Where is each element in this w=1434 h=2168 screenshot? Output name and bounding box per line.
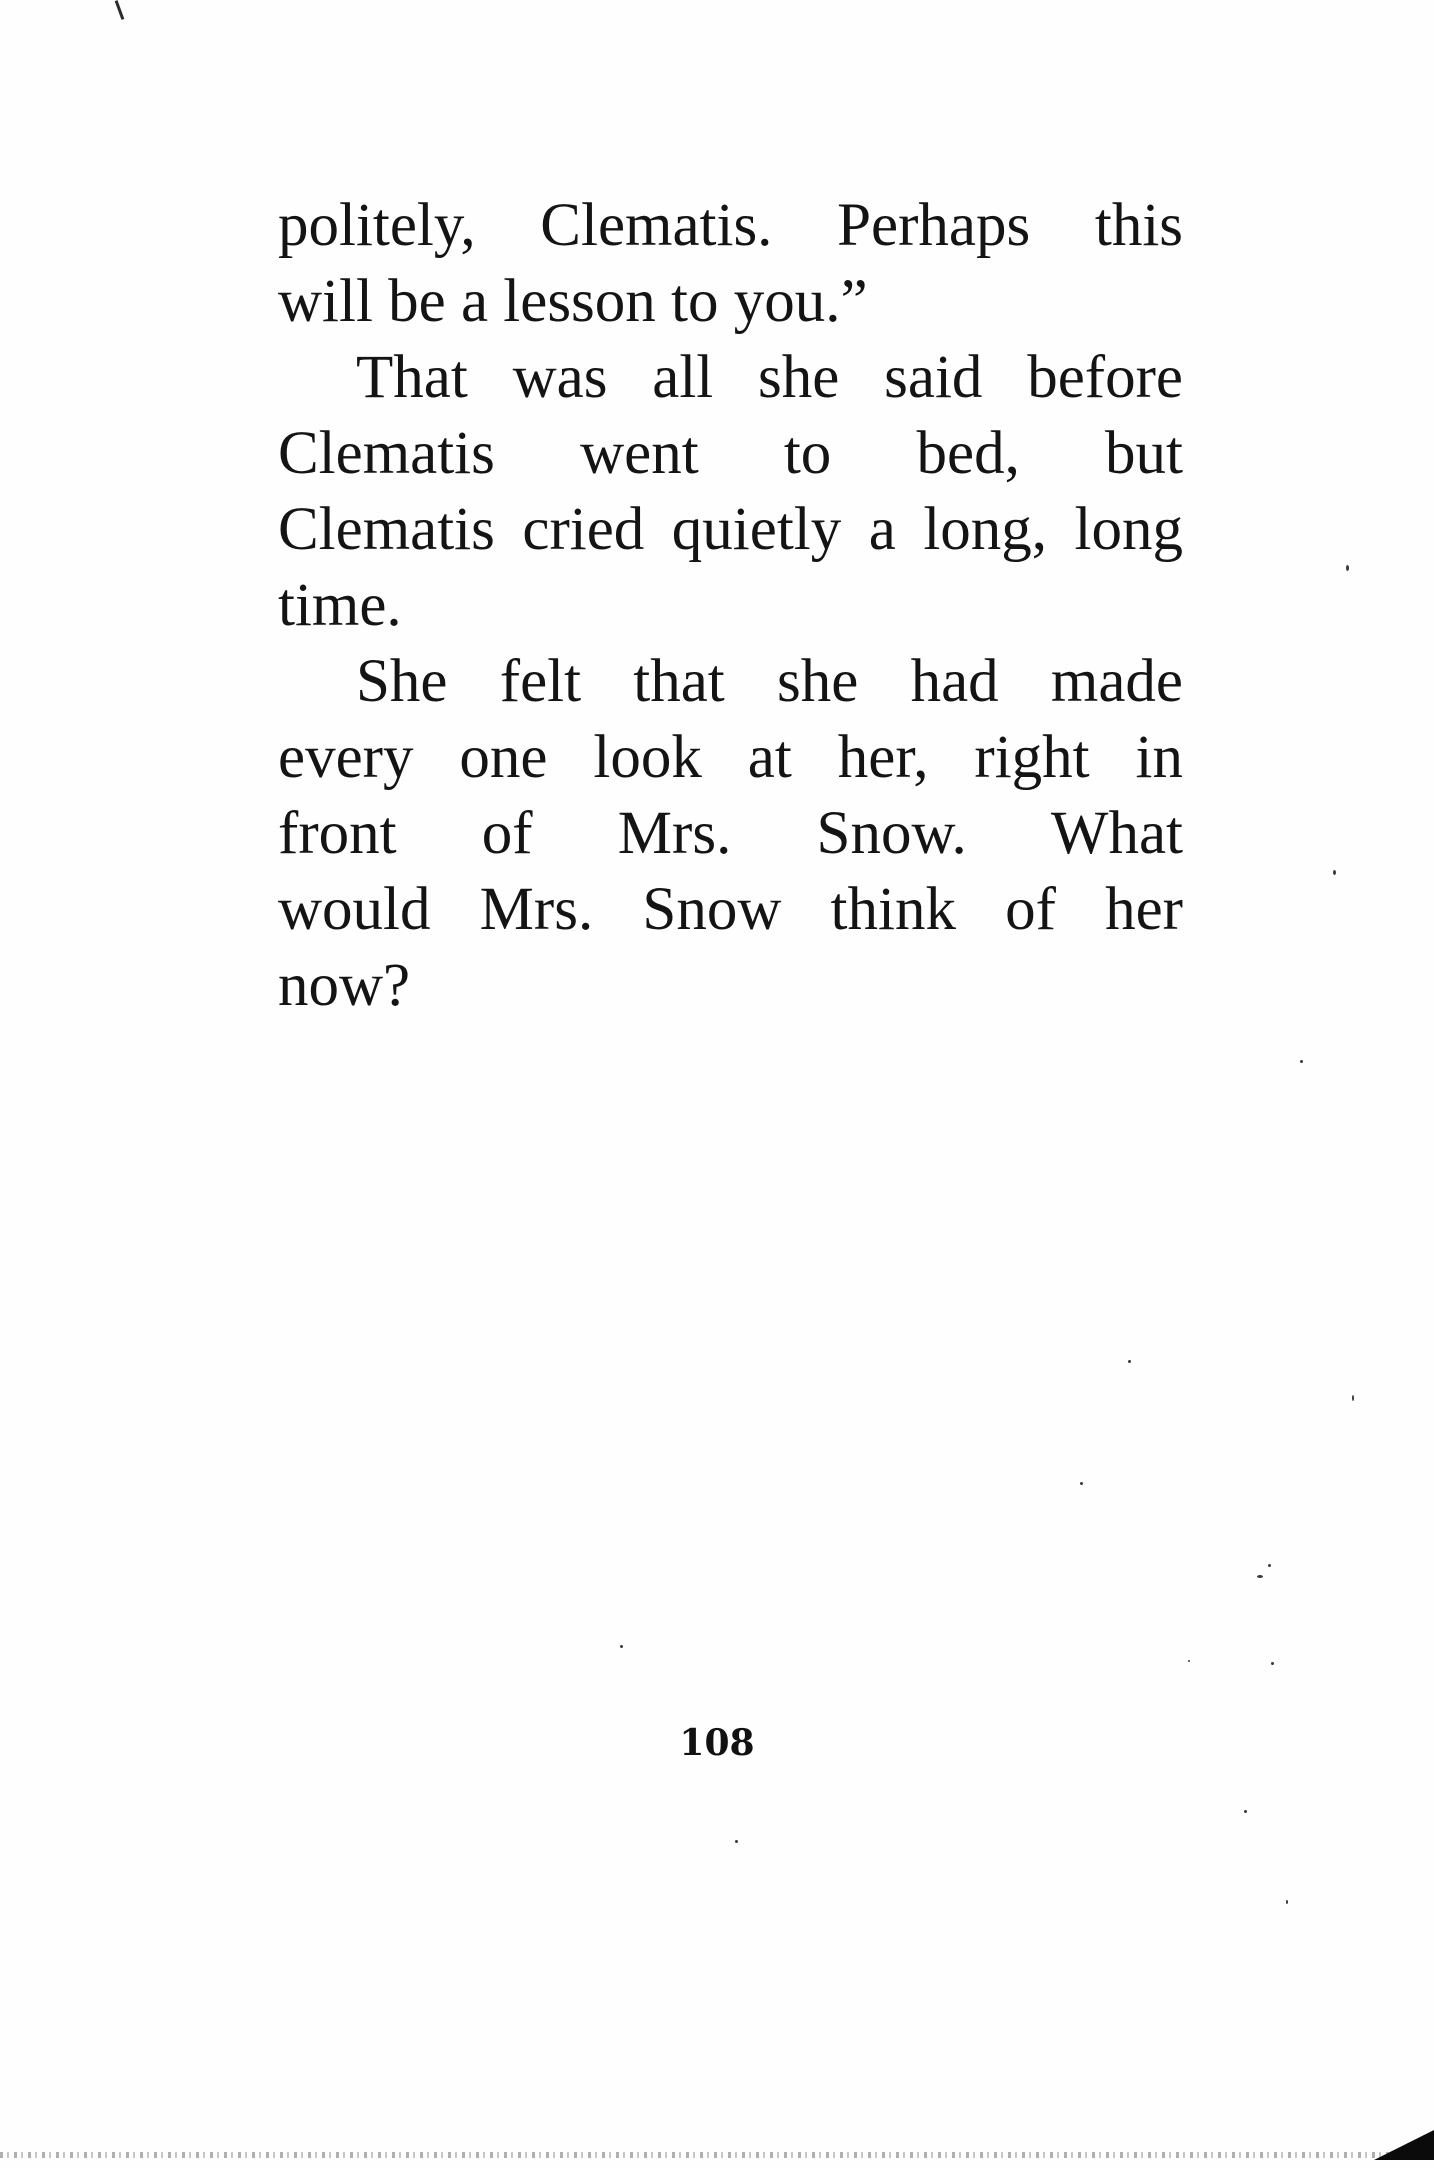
scan-speck [1128,1360,1131,1363]
scan-speck [1300,1060,1303,1063]
text-line: now? [278,952,411,1019]
scan-speck [1188,1660,1190,1662]
scan-speck [1080,1482,1083,1485]
text-line: time. [278,572,402,639]
text-line: Clematis went to bed, but [278,420,1183,487]
scan-speck [1257,1575,1263,1578]
text-line: will be a lesson to you.” [278,268,868,335]
scan-speck [1271,1662,1274,1665]
text-line: She felt that she had made [356,648,1183,715]
scan-speck [1346,565,1349,571]
scan-speck [735,1840,738,1843]
scan-speck [1352,1395,1354,1401]
scan-speck [1286,1900,1288,1904]
scan-mark [115,0,125,20]
text-line: Clematis cried quietly a long, long [278,496,1183,563]
text-line: That was all she said before [356,344,1183,411]
page-number: 108 [679,1722,755,1764]
text-line: front of Mrs. Snow. What [278,800,1183,867]
text-line: politely, Clematis. Perhaps this [278,192,1183,259]
scan-speck [620,1645,623,1648]
scan-corner-mark [1374,2130,1434,2160]
text-line: would Mrs. Snow think of her [278,876,1183,943]
scan-edge [0,2152,1434,2158]
body-text [278,188,1183,1024]
scan-speck [1333,870,1336,875]
scan-speck [1244,1810,1247,1813]
text-line: every one look at her, right in [278,724,1183,791]
scan-speck [1268,1564,1271,1567]
